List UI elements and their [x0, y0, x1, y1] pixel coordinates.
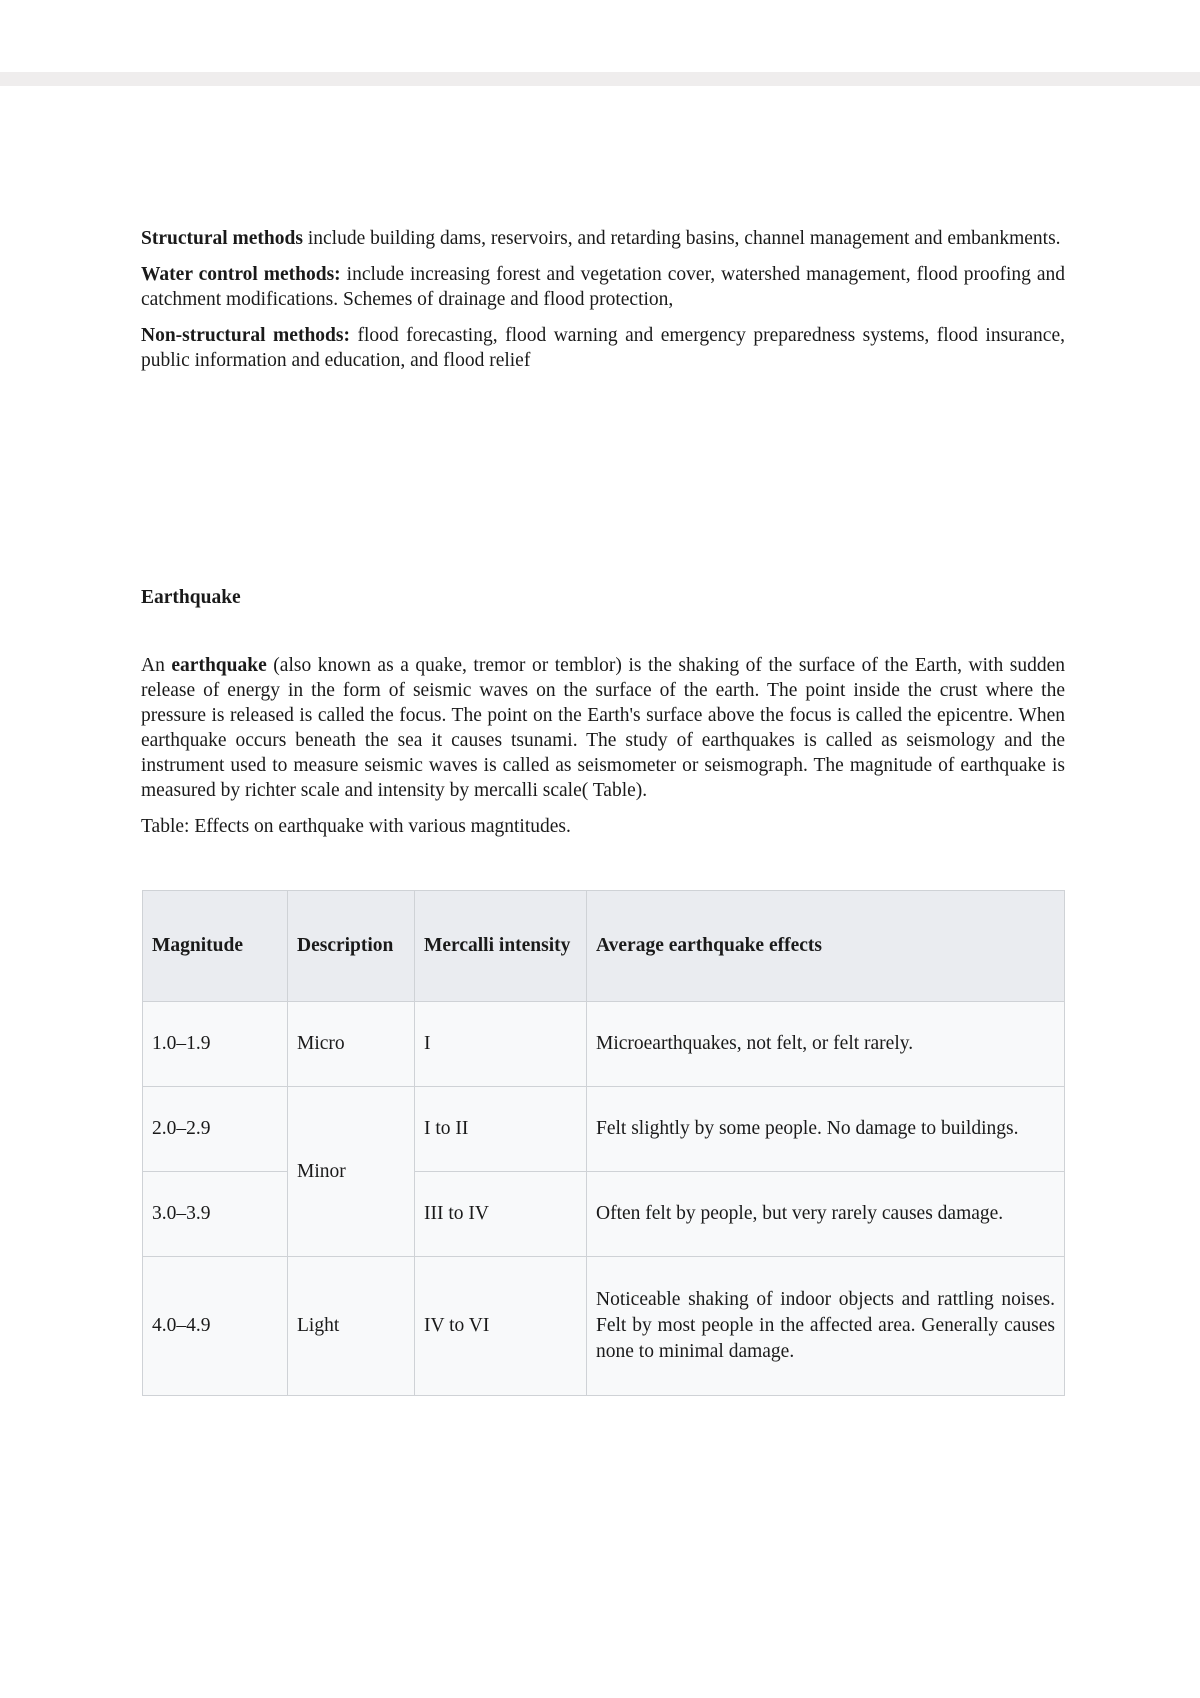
- earthquake-term: earthquake: [171, 655, 267, 676]
- cell-mercalli: I to II: [415, 1087, 587, 1172]
- header-average-effects: Average earthquake effects: [587, 891, 1065, 1002]
- non-structural-methods-paragraph: [141, 323, 1065, 373]
- structural-methods-term: Structural methods: [141, 228, 303, 249]
- earthquake-intro-lead: An: [141, 655, 172, 676]
- earthquake-heading: Earthquake: [141, 587, 241, 608]
- cell-description: Minor: [288, 1087, 415, 1257]
- cell-effects: Felt slightly by some people. No damage to buildings.: [587, 1087, 1065, 1172]
- cell-magnitude: 2.0–2.9: [143, 1087, 288, 1172]
- cell-magnitude: 4.0–4.9: [143, 1257, 288, 1396]
- cell-effects: Often felt by people, but very rarely causes damage.: [587, 1172, 1065, 1257]
- cell-mercalli: III to IV: [415, 1172, 587, 1257]
- flood-methods-section: [141, 226, 1065, 384]
- cell-magnitude: 3.0–3.9: [143, 1172, 288, 1257]
- cell-magnitude: 1.0–1.9: [143, 1002, 288, 1087]
- earthquake-effects-table: [142, 890, 1065, 1396]
- water-control-methods-term: Water control methods:: [141, 264, 341, 285]
- cell-mercalli: I: [415, 1002, 587, 1087]
- cell-mercalli: IV to VI: [415, 1257, 587, 1396]
- structural-methods-paragraph: [141, 226, 1065, 251]
- earthquake-intro-paragraph: [141, 653, 1065, 803]
- header-description: Description: [288, 891, 415, 1002]
- table-row: [143, 1172, 1065, 1257]
- earthquake-section: [141, 653, 1065, 839]
- non-structural-methods-text: flood forecasting, flood warning and emergency preparedness systems, flood insurance, public information and education, and flood relief: [141, 325, 1065, 371]
- non-structural-methods-term: Non-structural methods:: [141, 325, 350, 346]
- table-caption: Table: Effects on earthquake with various magntitudes.: [141, 816, 571, 837]
- cell-effects: Microearthquakes, not felt, or felt rarely.: [587, 1002, 1065, 1087]
- water-control-methods-text: include increasing forest and vegetation cover, watershed management, flood proofing and catchment modifications. Schemes of drainage and flood protection,: [141, 264, 1065, 310]
- cell-description: Light: [288, 1257, 415, 1396]
- water-control-methods-paragraph: [141, 262, 1065, 312]
- table-row: [143, 1257, 1065, 1396]
- cell-description: Micro: [288, 1002, 415, 1087]
- table-header-row: [143, 891, 1065, 1002]
- earthquake-intro-text: (also known as a quake, tremor or temblor) is the shaking of the surface of the Earth, with sudden release of energy in the form of seismic waves on the surface of the earth. The point inside the crust where the pressure is released is called the focus. The point on the Earth's surface above the focus is called the epicentre. When earthquake occurs beneath the sea it causes tsunami. The study of earthquakes is called as seismology and the instrument used to measure seismic waves is called as seismometer or seismograph. The magnitude of earthquake is measured by richter scale and intensity by mercalli scale( Table).: [141, 655, 1065, 801]
- viewer-top-bar: [0, 72, 1200, 86]
- cell-effects: Noticeable shaking of indoor objects and rattling noises. Felt by most people in the affected area. Generally causes none to minimal damage.: [587, 1257, 1065, 1396]
- table-row: [143, 1087, 1065, 1172]
- header-magnitude: Magnitude: [143, 891, 288, 1002]
- header-mercalli-intensity: Mercalli intensity: [415, 891, 587, 1002]
- table-row: [143, 1002, 1065, 1087]
- structural-methods-text: include building dams, reservoirs, and retarding basins, channel management and embankments.: [302, 228, 1061, 249]
